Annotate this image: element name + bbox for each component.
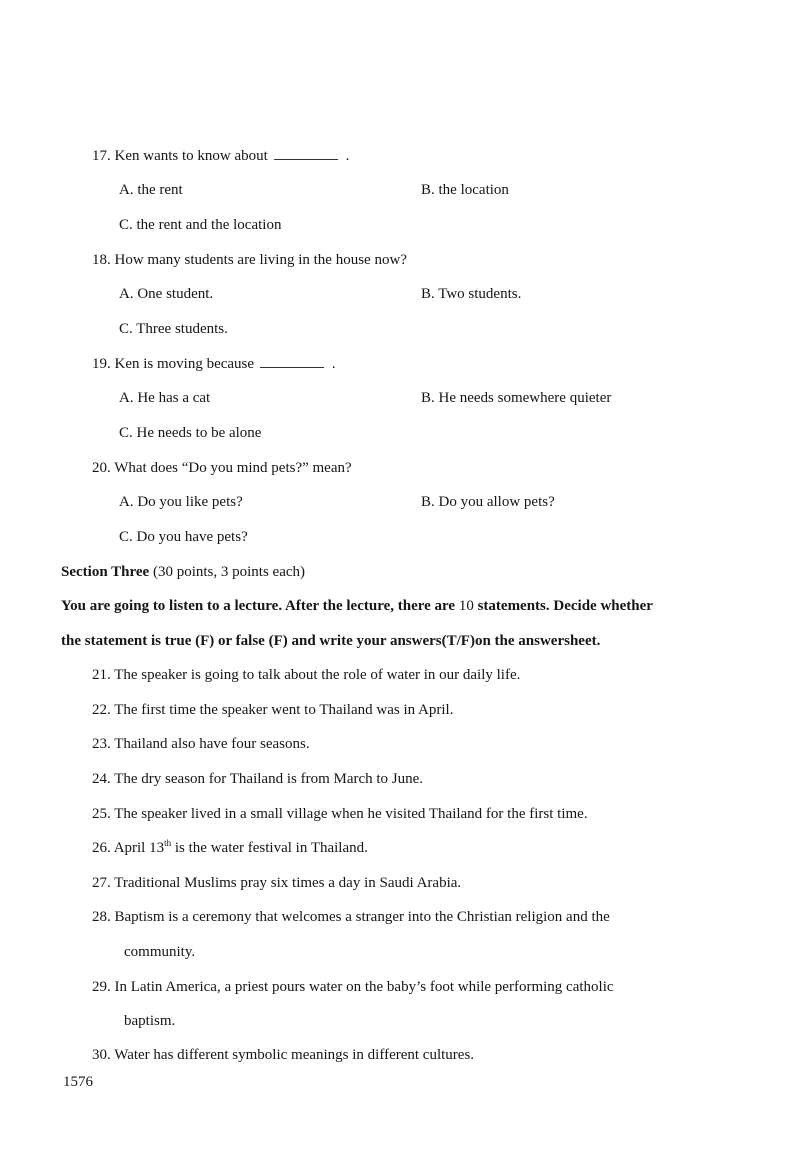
- question-number: 19.: [92, 356, 111, 372]
- statement-21: [92, 666, 520, 684]
- section-title-points: (30 points, 3 points each): [149, 564, 306, 580]
- statement-text: The dry season for Thailand is from March to June.: [114, 771, 424, 787]
- option-19-a: A. He has a cat: [119, 390, 211, 406]
- statement-25: [92, 805, 588, 823]
- statement-text: Thailand also have four seasons.: [114, 736, 310, 752]
- question-text: Ken is moving because: [114, 356, 255, 372]
- question-number: 17.: [92, 148, 111, 164]
- statement-count: 10: [458, 598, 474, 614]
- section-instruction-line2: the statement is true (F) or false (F) and write your answers(T/F)on the answersheet.: [61, 633, 601, 649]
- option-17-a: A. the rent: [119, 182, 183, 198]
- question-punct: .: [341, 148, 350, 164]
- instruction-text: You are going to listen to a lecture. After the lecture, there are: [61, 598, 459, 614]
- statement-29-continued: baptism.: [124, 1013, 176, 1029]
- option-20-b: B. Do you allow pets?: [421, 494, 555, 510]
- statement-22: [92, 701, 453, 719]
- option-18-c: C. Three students.: [119, 321, 228, 337]
- statement-text: The speaker is going to talk about the role of water in our daily life.: [114, 667, 521, 683]
- section-instruction-line1: [61, 597, 653, 615]
- statement-26: [92, 839, 368, 857]
- section-title-bold: Section Three: [61, 564, 150, 580]
- statement-28-continued: community.: [124, 944, 196, 960]
- question-text: What does “Do you mind pets?” mean?: [114, 460, 352, 476]
- page-number: 1576: [63, 1074, 93, 1090]
- statement-text: In Latin America, a priest pours water on the baby’s foot while performing catholic: [114, 979, 614, 995]
- option-18-a: A. One student.: [119, 286, 214, 302]
- statement-number: 30.: [92, 1047, 111, 1063]
- statement-text: April 13: [113, 840, 165, 856]
- statement-text: The first time the speaker went to Thailand was in April.: [114, 702, 454, 718]
- statement-24: [92, 770, 423, 788]
- statement-29: [92, 978, 614, 996]
- instruction-text: statements. Decide whether: [473, 598, 653, 614]
- option-17-c: C. the rent and the location: [119, 217, 282, 233]
- statement-text: Water has different symbolic meanings in different cultures.: [114, 1047, 475, 1063]
- statement-text: Traditional Muslims pray six times a day in Saudi Arabia.: [114, 875, 462, 891]
- statement-number: 25.: [92, 806, 111, 822]
- ordinal-suffix: th: [164, 838, 172, 848]
- statement-text: is the water festival in Thailand.: [171, 840, 368, 856]
- section-three-title: [61, 563, 305, 581]
- statement-27: [92, 874, 461, 892]
- option-18-b: B. Two students.: [421, 286, 522, 302]
- option-19-b: B. He needs somewhere quieter: [421, 390, 612, 406]
- statement-text: Baptism is a ceremony that welcomes a stranger into the Christian religion and the: [114, 909, 610, 925]
- statement-number: 27.: [92, 875, 111, 891]
- statement-number: 23.: [92, 736, 111, 752]
- answer-blank: [260, 355, 324, 368]
- question-punct: .: [328, 356, 336, 372]
- statement-30: [92, 1046, 474, 1064]
- question-19: [92, 355, 336, 373]
- statement-number: 29.: [92, 979, 111, 995]
- statement-number: 24.: [92, 771, 111, 787]
- statement-text: The speaker lived in a small village when he visited Thailand for the first time.: [114, 806, 588, 822]
- statement-number: 21.: [92, 667, 111, 683]
- statement-number: 22.: [92, 702, 111, 718]
- question-20: [92, 459, 352, 477]
- question-number: 20.: [92, 460, 111, 476]
- option-20-a: A. Do you like pets?: [119, 494, 243, 510]
- question-17: [92, 147, 349, 165]
- question-text: How many students are living in the house now?: [114, 252, 407, 268]
- answer-blank: [274, 147, 338, 160]
- question-18: [92, 251, 407, 269]
- option-17-b: B. the location: [421, 182, 509, 198]
- statement-23: [92, 735, 310, 753]
- question-number: 18.: [92, 252, 111, 268]
- question-text: Ken wants to know about: [114, 148, 268, 164]
- statement-28: [92, 908, 610, 926]
- statement-number: 26.: [92, 840, 111, 856]
- option-20-c: C. Do you have pets?: [119, 529, 248, 545]
- option-19-c: C. He needs to be alone: [119, 425, 262, 441]
- statement-number: 28.: [92, 909, 111, 925]
